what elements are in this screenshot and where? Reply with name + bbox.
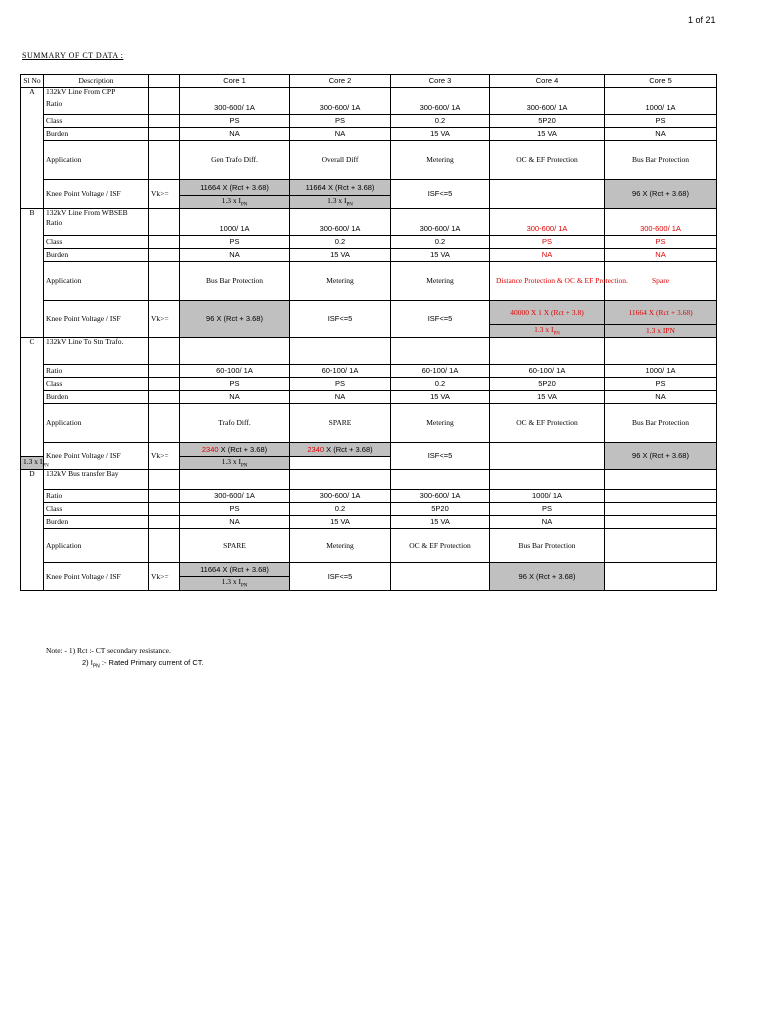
application-label: Application [44, 141, 149, 180]
b-burden-core5: NA [605, 249, 717, 262]
c-kpv-core1-sub [21, 456, 49, 470]
blank-cell [149, 378, 180, 391]
section-b-ratio-row [21, 209, 717, 236]
c-kpv-core3: ISF<=5 [391, 443, 490, 470]
c-class-core2: PS [290, 378, 391, 391]
section-d-name: 132kV Bus transfer Bay [44, 470, 149, 490]
b-application-core3: Metering [391, 262, 490, 301]
blank-cell [180, 338, 290, 365]
blank-cell [149, 404, 180, 443]
c-application-core3: Metering [391, 404, 490, 443]
a-class-core2: PS [290, 115, 391, 128]
d-class-core4: PS [490, 503, 605, 516]
a-burden-core1: NA [180, 128, 290, 141]
b-kpv-core4-sub [490, 325, 605, 338]
c-burden-core1: NA [180, 391, 290, 404]
note-line-2 [82, 658, 204, 670]
b-application-core1: Bus Bar Protection [180, 262, 290, 301]
d-application-core1: SPARE [180, 529, 290, 563]
c-ratio-core4: 60-100/ 1A [490, 365, 605, 378]
a-class-core4: 5P20 [490, 115, 605, 128]
d-kpv-core1-sub [180, 577, 290, 591]
application-label: Application [44, 404, 149, 443]
c-application-core2: SPARE [290, 404, 391, 443]
vk-label: Vk>= [149, 180, 180, 209]
section-a-burden-row [21, 128, 717, 141]
b-ratio-core1: 1000/ 1A [180, 209, 290, 236]
section-a-ratio-row [21, 88, 717, 115]
b-application-core5: Spare [605, 262, 717, 301]
a-kpv-core2: 11664 X (Rct + 3.68) [290, 180, 391, 196]
page-number: 1 of 21 [688, 15, 716, 25]
b-burden-core3: 15 VA [391, 249, 490, 262]
a-burden-core4: 15 VA [490, 128, 605, 141]
d-class-core2: 0.2 [290, 503, 391, 516]
ratio-label: Ratio [44, 365, 149, 378]
blank-cell [180, 470, 290, 490]
b-kpv-core3: ISF<=5 [391, 301, 490, 338]
ipn-text: 1.3 x I [221, 195, 241, 205]
d-application-core5 [605, 529, 717, 563]
kpv-label: Knee Point Voltage / ISF [44, 180, 149, 209]
c-burden-core5: NA [605, 391, 717, 404]
a-kpv-core1: 11664 X (Rct + 3.68) [180, 180, 290, 196]
ipn-text: 1.3 x I [221, 577, 241, 587]
ipn-subscript: PN [42, 463, 49, 469]
burden-label: Burden [44, 128, 149, 141]
blank-cell [490, 338, 605, 365]
ipn-text: 1.3 x I [221, 456, 241, 466]
d-ratio-core1: 300-600/ 1A [180, 490, 290, 503]
d-burden-core3: 15 VA [391, 516, 490, 529]
c-burden-core3: 15 VA [391, 391, 490, 404]
b-burden-core4: NA [490, 249, 605, 262]
c-kpv-core2-rest: X (Rct + 3.68) [324, 444, 373, 454]
section-d-title-row [21, 470, 717, 490]
d-ratio-core3: 300-600/ 1A [391, 490, 490, 503]
burden-label: Burden [44, 391, 149, 404]
ipn-text: 1.3 x I [327, 195, 347, 205]
d-ratio-core2: 300-600/ 1A [290, 490, 391, 503]
ct-data-table [20, 74, 717, 591]
burden-label: Burden [44, 249, 149, 262]
note-line-2-sub: PN [92, 663, 100, 670]
note-line-2-suffix: :- Rated Primary current of CT. [99, 658, 204, 667]
blank-cell [149, 209, 180, 236]
a-burden-core3: 15 VA [391, 128, 490, 141]
section-a-name: 132kV Line From CPP [46, 87, 116, 96]
b-application-core2: Metering [290, 262, 391, 301]
note-line-1: Note: - 1) Rct :- CT secondary resistance. [46, 646, 171, 655]
ipn-text: 1.3 x I [23, 456, 43, 466]
ipn-subscript: PN [240, 202, 248, 208]
a-ratio-core5: 1000/ 1A [605, 88, 717, 115]
c-kpv-core2-red: 2340 [307, 444, 325, 454]
ratio-label: Ratio [44, 490, 149, 503]
a-application-core3: Metering [391, 141, 490, 180]
blank-cell [391, 338, 490, 365]
b-class-core4: PS [490, 236, 605, 249]
blank-cell [149, 88, 180, 115]
kpv-label: Knee Point Voltage / ISF [44, 563, 149, 591]
application-label: Application [44, 529, 149, 563]
section-a-application-row [21, 141, 717, 180]
d-class-core5 [605, 503, 717, 516]
blank-cell [149, 115, 180, 128]
a-kpv-core2-sub [290, 196, 391, 209]
ipn-subscript: PN [553, 331, 560, 337]
c-burden-core2: NA [290, 391, 391, 404]
a-kpv-core3: ISF<=5 [391, 180, 490, 209]
blank-cell [149, 391, 180, 404]
c-ratio-core2: 60-100/ 1A [290, 365, 391, 378]
c-ratio-core5: 1000/ 1A [605, 365, 717, 378]
section-b-class-row [21, 236, 717, 249]
d-ratio-core5 [605, 490, 717, 503]
a-application-core4: OC & EF Protection [490, 141, 605, 180]
b-class-core5: PS [605, 236, 717, 249]
header-core-1: Core 1 [180, 75, 290, 88]
c-ratio-core3: 60-100/ 1A [391, 365, 490, 378]
blank-cell [149, 338, 180, 365]
ratio-label: Ratio [46, 98, 63, 108]
header-core-5: Core 5 [605, 75, 717, 88]
d-kpv-core2: ISF<=5 [290, 563, 391, 591]
section-c-ratio-values-row [21, 365, 717, 378]
blank-cell [290, 470, 391, 490]
a-ratio-core2: 300-600/ 1A [290, 88, 391, 115]
class-label: Class [44, 236, 149, 249]
a-class-core1: PS [180, 115, 290, 128]
b-class-core2: 0.2 [290, 236, 391, 249]
b-ratio-core5: 300-600/ 1A [605, 209, 717, 236]
vk-label: Vk>= [149, 563, 180, 591]
blank-cell [149, 516, 180, 529]
a-burden-core2: NA [290, 128, 391, 141]
section-c-name: 132kV Line To Stn Trafo. [44, 338, 149, 365]
section-b-name: 132kV Line From WBSEB [46, 208, 128, 217]
ipn-text: 1.3 x I [534, 324, 554, 334]
blank-cell [149, 365, 180, 378]
header-description: Description [44, 75, 149, 88]
header-row [21, 75, 717, 88]
section-c-burden-row [21, 391, 717, 404]
c-class-core1: PS [180, 378, 290, 391]
blank-cell [149, 503, 180, 516]
c-kpv-core1-red: 2340 [201, 444, 219, 454]
blank-cell [149, 236, 180, 249]
a-ratio-core1: 300-600/ 1A [180, 88, 290, 115]
section-c-kpv-row [21, 443, 717, 457]
a-kpv-core4 [490, 180, 605, 209]
section-d-ratio-row [21, 490, 717, 503]
application-label: Application [44, 262, 149, 301]
kpv-label: Knee Point Voltage / ISF [44, 301, 149, 338]
blank-cell [149, 262, 180, 301]
d-application-core3: OC & EF Protection [391, 529, 490, 563]
c-kpv-core1 [180, 443, 290, 457]
blank-cell [149, 470, 180, 490]
c-class-core4: 5P20 [490, 378, 605, 391]
c-class-core3: 0.2 [391, 378, 490, 391]
c-kpv-core2 [290, 443, 391, 457]
section-b-title-ratio [44, 209, 149, 236]
d-kpv-core3 [391, 563, 490, 591]
a-kpv-core5: 96 X (Rct + 3.68) [605, 180, 717, 209]
note-line-2-prefix: 2) I [82, 658, 93, 667]
b-application-core4: Distance Protection & OC & EF Protection. [490, 262, 605, 301]
a-application-core2: Overall Diff [290, 141, 391, 180]
section-d-sl: D [21, 470, 44, 591]
section-a-title-ratio [44, 88, 149, 115]
class-label: Class [44, 378, 149, 391]
blank-cell [149, 128, 180, 141]
section-d-kpv-row [21, 563, 717, 577]
a-kpv-core1-sub [180, 196, 290, 209]
b-ratio-core2: 300-600/ 1A [290, 209, 391, 236]
header-sl-no: Sl No [21, 75, 44, 88]
c-kpv-core5: 96 X (Rct + 3.68) [605, 443, 717, 470]
a-ratio-core3: 300-600/ 1A [391, 88, 490, 115]
blank-cell [490, 470, 605, 490]
section-c-sl: C [21, 338, 44, 457]
header-core-4: Core 4 [490, 75, 605, 88]
ipn-subscript: PN [240, 583, 248, 589]
blank-cell [149, 249, 180, 262]
c-kpv-core2-sub [180, 457, 290, 470]
ipn-subscript: PN [240, 463, 248, 469]
d-application-core4: Bus Bar Protection [490, 529, 605, 563]
blank-cell [605, 338, 717, 365]
b-burden-core2: 15 VA [290, 249, 391, 262]
class-label: Class [44, 115, 149, 128]
ipn-subscript: PN [346, 202, 353, 208]
b-kpv-core2: ISF<=5 [290, 301, 391, 338]
c-application-core1: Trafo Diff. [180, 404, 290, 443]
section-c-ratio-row [21, 338, 717, 365]
blank-cell [391, 470, 490, 490]
section-d-burden-row [21, 516, 717, 529]
blank-cell [290, 338, 391, 365]
b-burden-core1: NA [180, 249, 290, 262]
b-class-core3: 0.2 [391, 236, 490, 249]
section-a-class-row [21, 115, 717, 128]
kpv-label: Knee Point Voltage / ISF [44, 443, 149, 470]
section-a-kpv-row [21, 180, 717, 196]
vk-label: Vk>= [149, 443, 180, 470]
a-application-core5: Bus Bar Protection [605, 141, 717, 180]
b-ratio-core3: 300-600/ 1A [391, 209, 490, 236]
c-kpv-core1-rest: X (Rct + 3.68) [218, 444, 268, 454]
b-kpv-core5: 11664 X (Rct + 3.68) [605, 301, 717, 325]
blank-cell [149, 490, 180, 503]
d-application-core2: Metering [290, 529, 391, 563]
section-c-application-row [21, 404, 717, 443]
d-burden-core5 [605, 516, 717, 529]
header-blank [149, 75, 180, 88]
d-burden-core2: 15 VA [290, 516, 391, 529]
d-class-core3: 5P20 [391, 503, 490, 516]
section-c-class-row [21, 378, 717, 391]
b-class-core1: PS [180, 236, 290, 249]
d-kpv-core4: 96 X (Rct + 3.68) [490, 563, 605, 591]
section-b-application-row [21, 262, 717, 301]
a-ratio-core4: 300-600/ 1A [490, 88, 605, 115]
b-kpv-core1: 96 X (Rct + 3.68) [180, 301, 290, 338]
b-ratio-core4: 300-600/ 1A [490, 209, 605, 236]
section-b-burden-row [21, 249, 717, 262]
d-class-core1: PS [180, 503, 290, 516]
c-class-core5: PS [605, 378, 717, 391]
section-a-sl: A [21, 88, 44, 209]
d-kpv-core1: 11664 X (Rct + 3.68) [180, 563, 290, 577]
d-ratio-core4: 1000/ 1A [490, 490, 605, 503]
burden-label: Burden [44, 516, 149, 529]
header-core-2: Core 2 [290, 75, 391, 88]
a-application-core1: Gen Trafo Diff. [180, 141, 290, 180]
blank-cell [605, 470, 717, 490]
section-b-sl: B [21, 209, 44, 338]
c-kpv-core4 [490, 443, 605, 470]
document-title: SUMMARY OF CT DATA : [22, 51, 124, 60]
b-kpv-core4: 40000 X 1 X (Rct + 3.8) [490, 301, 605, 325]
a-burden-core5: NA [605, 128, 717, 141]
header-core-3: Core 3 [391, 75, 490, 88]
c-burden-core4: 15 VA [490, 391, 605, 404]
blank-cell [149, 141, 180, 180]
c-ratio-core1: 60-100/ 1A [180, 365, 290, 378]
c-application-core5: Bus Bar Protection [605, 404, 717, 443]
d-kpv-core5 [605, 563, 717, 591]
d-burden-core1: NA [180, 516, 290, 529]
a-class-core5: PS [605, 115, 717, 128]
a-class-core3: 0.2 [391, 115, 490, 128]
section-d-class-row [21, 503, 717, 516]
d-burden-core4: NA [490, 516, 605, 529]
c-application-core4: OC & EF Protection [490, 404, 605, 443]
vk-label: Vk>= [149, 301, 180, 338]
b-kpv-core5-sub: 1.3 x IPN [605, 325, 717, 338]
class-label: Class [44, 503, 149, 516]
section-b-kpv-row [21, 301, 717, 325]
blank-cell [149, 529, 180, 563]
ratio-label: Ratio [46, 217, 63, 227]
section-d-application-row [21, 529, 717, 563]
